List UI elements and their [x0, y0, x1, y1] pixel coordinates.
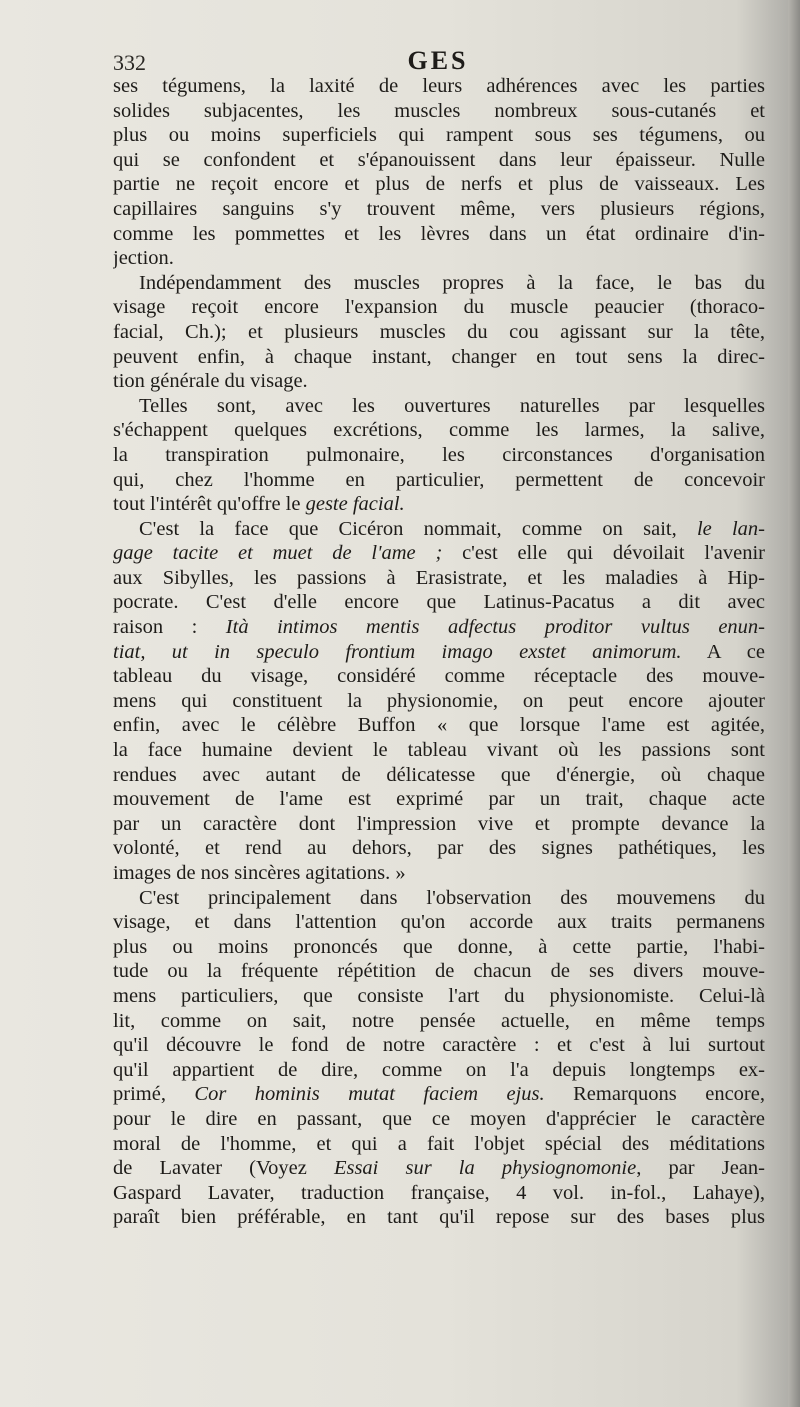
text-line [113, 836, 765, 861]
italic-text: geste facial. [305, 493, 405, 516]
page-number: 332 [113, 50, 146, 75]
text-line [113, 640, 765, 665]
line-text: qui, chez l'homme en particulier, permettent de concevoir [113, 468, 765, 491]
line-text: rendues avec autant de délicatesse que d'énergie, où chaque [113, 763, 765, 786]
line-text: qu'il découvre le fond de notre caractère : et c'est à lui surtout [113, 1034, 765, 1057]
text-line [113, 1009, 765, 1034]
line-text: solides subjacentes, les muscles nombreux sous-cutanés et [113, 99, 765, 122]
line-text: peuvent enfin, à chaque instant, changer en tout sens la direc- [113, 345, 765, 368]
line-text: C'est la face que Cicéron nommait, comme on sait, [139, 517, 697, 540]
line-text: Remarquons encore, [544, 1083, 765, 1106]
text-line [113, 394, 765, 419]
line-text: visage reçoit encore l'expansion du muscle peaucier (thoraco- [113, 296, 765, 319]
line-text: , par Jean- [636, 1157, 765, 1180]
text-line [113, 222, 765, 247]
text-line [113, 1205, 765, 1230]
line-text: pocrate. C'est d'elle encore que Latinus-Pacatus a dit avec [113, 591, 765, 614]
text-line [113, 517, 765, 542]
line-text: mouvement de l'ame est exprimé par un trait, chaque acte [113, 788, 765, 811]
text-line [113, 123, 765, 148]
line-text: Telles sont, avec les ouvertures naturelles par lesquelles [139, 394, 765, 417]
text-line [113, 861, 765, 886]
text-line [113, 713, 765, 738]
text-line [113, 1107, 765, 1132]
line-text: lit, comme on sait, notre pensée actuelle, en même temps [113, 1009, 765, 1032]
line-text: capillaires sanguins s'y trouvent même, vers plusieurs régions, [113, 197, 765, 220]
line-text: raison : [113, 616, 226, 639]
line-text: tout l'intérêt qu'offre le [113, 493, 306, 516]
text-line [113, 959, 765, 984]
text-line [113, 246, 765, 271]
line-text: comme les pommettes et les lèvres dans un état ordinaire d'in- [113, 222, 765, 245]
line-text: ses tégumens, la laxité de leurs adhérences avec les parties [113, 75, 765, 97]
text-line [113, 935, 765, 960]
italic-text: Ità intimos mentis adfectus proditor vultus enun- [225, 616, 765, 639]
text-line [113, 369, 765, 394]
text-line [113, 566, 765, 591]
text-line [113, 763, 765, 788]
text-line [113, 345, 765, 370]
text-line [113, 295, 765, 320]
text-line [113, 418, 765, 443]
text-line [113, 1058, 765, 1083]
line-text: aux Sibylles, les passions à Erasistrate, et les maladies à Hip- [113, 566, 765, 589]
running-head: GES [407, 46, 469, 75]
text-line [113, 738, 765, 763]
text-line [113, 812, 765, 837]
italic-text: gage tacite et muet de l'ame ; [113, 542, 443, 565]
text-line [113, 99, 765, 124]
text-line [113, 984, 765, 1009]
line-text: de Lavater (Voyez [113, 1157, 334, 1180]
line-text: A ce [681, 640, 765, 663]
line-text: visage, et dans l'attention qu'on accorde aux traits permanens [113, 911, 765, 934]
line-text: mens qui constituent la physionomie, on peut encore ajouter [113, 689, 765, 712]
line-text: paraît bien préférable, en tant qu'il repose sur des bases plus [113, 1206, 765, 1229]
text-line [113, 787, 765, 812]
text-line [113, 664, 765, 689]
text-line [113, 1181, 765, 1206]
italic-text: Essai sur la physiognomonie [333, 1157, 637, 1180]
italic-text: tiat, ut in speculo frontium imago exstet animorum. [113, 640, 682, 663]
text-line [113, 886, 765, 911]
line-text: par un caractère dont l'impression vive et prompte devance la [113, 812, 765, 835]
text-line [113, 468, 765, 493]
text-line [113, 689, 765, 714]
text-line [113, 541, 765, 566]
line-text: volonté, et rend au dehors, par des signes pathétiques, les [113, 837, 765, 860]
italic-text: Cor hominis mutat faciem ejus. [194, 1083, 545, 1106]
line-text: enfin, avec le célèbre Buffon « que lorsque l'ame est agitée, [113, 714, 765, 737]
text-line [113, 615, 765, 640]
line-text: pour le dire en passant, que ce moyen d'apprécier le caractère [113, 1107, 765, 1130]
line-text: primé, [113, 1083, 195, 1106]
text-line [113, 1033, 765, 1058]
line-text: la face humaine devient le tableau vivant où les passions sont [113, 739, 765, 762]
line-text: C'est principalement dans l'observation des mouvemens du [139, 886, 765, 909]
line-text: mens particuliers, que consiste l'art du physionomiste. Celui-là [113, 984, 765, 1007]
text-line [113, 1156, 765, 1181]
line-text: qui se confondent et s'épanouissent dans leur épaisseur. Nulle [113, 148, 765, 171]
line-text: Gaspard Lavater, traduction française, 4 vol. in-fol., Lahaye), [113, 1181, 765, 1204]
text-line [113, 74, 765, 99]
text-line [113, 320, 765, 345]
line-text: plus ou moins prononcés que donne, à cette partie, l'habi- [113, 935, 765, 958]
body-text [113, 74, 765, 1230]
line-text: tion générale du visage. [113, 370, 308, 393]
text-line [113, 492, 765, 517]
line-text: Indépendamment des muscles propres à la face, le bas du [139, 271, 765, 294]
line-text: facial, Ch.); et plusieurs muscles du cou agissant sur la tête, [113, 320, 765, 343]
line-text: images de nos sincères agitations. » [113, 862, 406, 884]
text-line [113, 910, 765, 935]
line-text: moral de l'homme, et qui a fait l'objet spécial des méditations [113, 1132, 765, 1155]
line-text: la transpiration pulmonaire, les circonstances d'organisation [113, 443, 765, 466]
text-line [113, 1082, 765, 1107]
line-text: c'est elle qui dévoilait l'avenir [442, 542, 765, 565]
italic-text: le lan- [696, 517, 765, 540]
line-text: plus ou moins superficiels qui rampent sous ses tégumens, ou [113, 124, 765, 147]
line-text: partie ne reçoit encore et plus de nerfs et plus de vaisseaux. Les [113, 173, 765, 196]
page-edge-shadow [788, 0, 800, 1407]
line-text: s'échappent quelques excrétions, comme les larmes, la salive, [113, 419, 765, 442]
text-line [113, 271, 765, 296]
line-text: qu'il appartient de dire, comme on l'a depuis longtemps ex- [113, 1058, 765, 1081]
text-line [113, 1132, 765, 1157]
text-line [113, 148, 765, 173]
line-text: tableau du visage, considéré comme réceptacle des mouve- [113, 665, 765, 688]
text-line [113, 197, 765, 222]
line-text: tude ou la fréquente répétition de chacun de ses divers mouve- [113, 960, 765, 983]
text-line [113, 172, 765, 197]
text-line [113, 590, 765, 615]
line-text: jection. [113, 247, 174, 270]
text-line [113, 443, 765, 468]
